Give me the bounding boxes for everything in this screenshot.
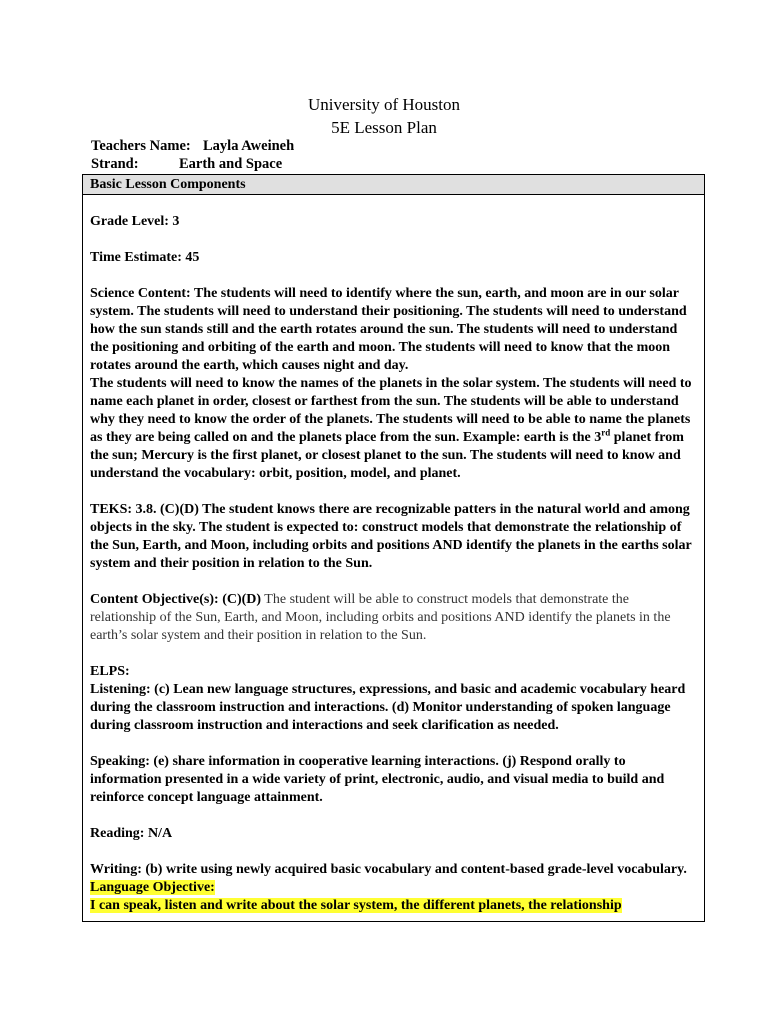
science-text-b: planet from the sun; Mercury is the first planet, or closest planet to the sun. The students will need to know and understand the vocabulary: orbit, position, model, and planet. <box>90 430 684 481</box>
listening: Listening: (c) Lean new language structures, expressions, and basic and academic vocabulary heard during the classroom instruction and interactions. (d) Monitor understanding of spoken language during classroom instruction and interactions and seek clarification as needed. <box>90 682 686 733</box>
grade-level: Grade Level: 3 <box>90 214 180 229</box>
writing: Writing: (b) write using newly acquired basic vocabulary and content-based grade-level vocabulary. <box>90 862 687 877</box>
time-estimate: Time Estimate: 45 <box>90 250 200 265</box>
strand-value: Earth and Space <box>179 156 283 172</box>
lesson-components-table <box>82 174 705 922</box>
ordinal-suffix: rd <box>601 427 611 438</box>
content-objective-text: The student will be able to construct models that demonstrate the relationship of the Sun, Earth, and Moon, including orbits and positions AND identify the planets in the earth’s solar system and their position in relation to the Sun. <box>90 592 671 643</box>
science-text-a: The students will need to know the names of the planets in the solar system. The students will need to name each planet in order, closest or farthest from the sun. The students will be able to understand why they need to know the order of the planets. The students will need to be able to name the planets as they are being called on and the planets place from the sun. Example: earth is the 3 <box>90 376 692 445</box>
document-title: University of Houston <box>307 95 461 114</box>
strand-label: Strand: <box>91 156 139 172</box>
science-content: Science Content: The students will need to identify where the sun, earth, and moon are in our solar system. The students will need to understand their positioning. The students will need to understand how the sun stands still and the earth rotates around the sun. The students will need to understand the positioning and orbiting of the earth and moon. The students will need to know that the moon rotates around the earth, which causes night and day. <box>90 286 687 373</box>
content-objective <box>90 591 697 645</box>
table-body <box>83 195 704 915</box>
teacher-label: Teachers Name: <box>91 138 191 154</box>
teks: TEKS: 3.8. (C)(D) The student knows there are recognizable patters in the natural world and among objects in the sky. The student is expected to: construct models that demonstrate the relationship of the Sun, Earth, and Moon, including orbits and positions AND identify the planets in the earths solar system and their position in relation to the Sun. <box>90 502 692 571</box>
speaking: Speaking: (e) share information in cooperative learning interactions. (j) Respond orally to information presented in a wide variety of print, electronic, audio, and visual media to build and reinforce concept language attainment. <box>90 754 665 805</box>
science-content-planets <box>90 375 697 483</box>
language-objective-text: I can speak, listen and write about the solar system, the different planets, the relationship <box>90 898 622 913</box>
strand-row <box>91 156 283 173</box>
document-subtitle: 5E Lesson Plan <box>331 118 437 137</box>
language-objective-text-row <box>90 897 697 915</box>
elps-heading: ELPS: <box>90 664 130 679</box>
reading: Reading: N/A <box>90 826 173 841</box>
teacher-name-row <box>91 138 295 155</box>
content-objective-code: (C)(D) <box>218 592 262 607</box>
content-objective-label: Content Objective(s): <box>90 592 219 607</box>
teacher-value: Layla Aweineh <box>203 138 295 154</box>
table-header: Basic Lesson Components <box>83 175 704 195</box>
language-objective-label-row <box>90 879 697 897</box>
language-objective-label: Language Objective: <box>90 880 215 895</box>
